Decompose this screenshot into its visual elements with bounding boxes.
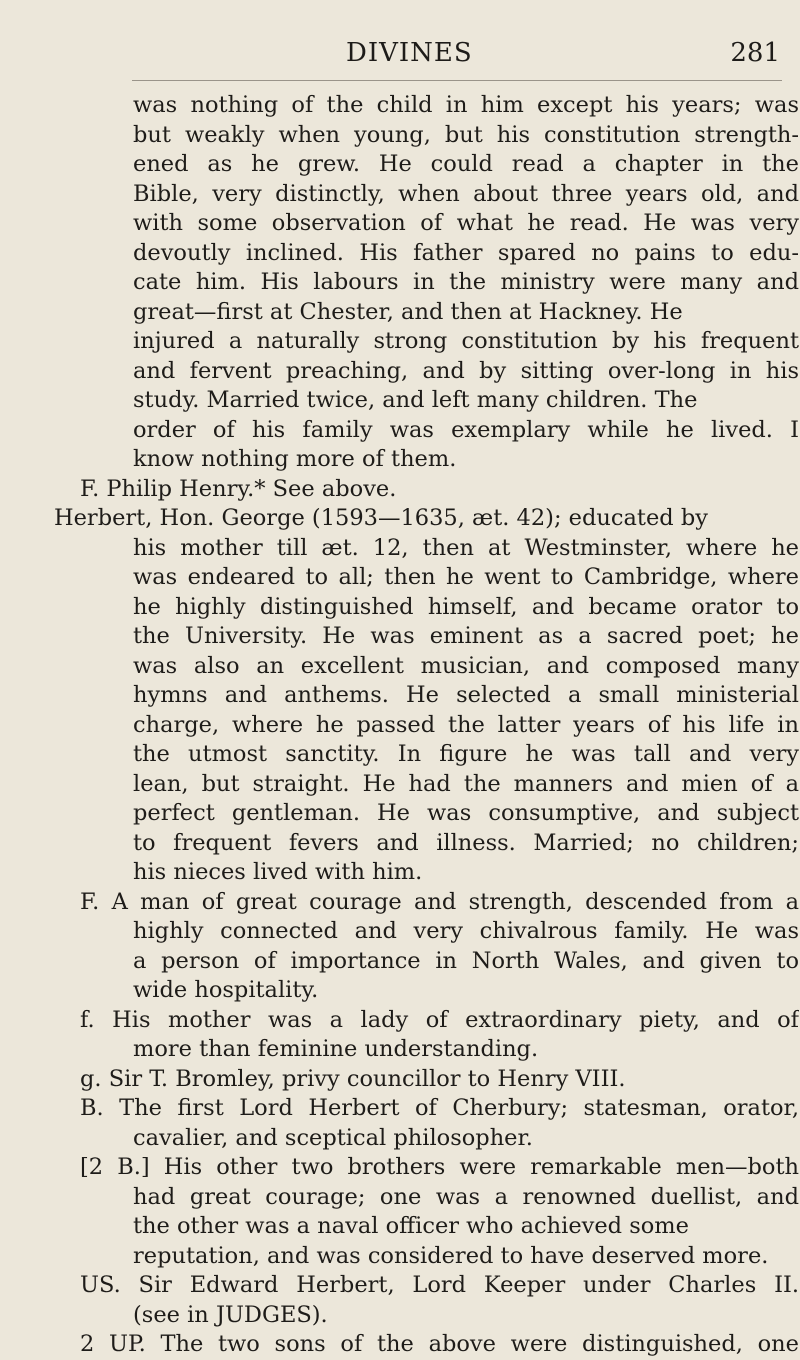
text-line: great—first at Chester, and then at Hackney. He xyxy=(133,298,683,325)
text-line: cate him. His labours in the ministry were many and xyxy=(133,269,799,295)
text-line: [2 B.] His other two brothers were remarkable men—both xyxy=(80,1154,799,1180)
text-line: perfect gentleman. He was consumptive, and subject xyxy=(133,800,799,826)
text-line: a person of importance in North Wales, and given to xyxy=(133,947,799,974)
page-header xyxy=(132,38,782,81)
text-line: his nieces lived with him. xyxy=(133,859,423,885)
text-line: more than feminine understanding. xyxy=(133,1036,539,1062)
text-line: charge, where he passed the latter years of his life in xyxy=(133,711,799,738)
page-number: 281 xyxy=(730,38,780,68)
text-line: f. His mother was a lady of extraordinary piety, and of xyxy=(80,1006,799,1033)
text-line: Bible, very distinctly, when about three years old, and xyxy=(133,180,799,207)
text-line: reputation, and was considered to have deserved more. xyxy=(133,1242,769,1269)
text-line: US. Sir Edward Herbert, Lord Keeper under Charles II. xyxy=(80,1272,799,1298)
text-line: study. Married twice, and left many children. The xyxy=(133,387,698,413)
text-line: had great courage; one was a renowned duellist, and xyxy=(133,1183,799,1210)
text-line: injured a naturally strong constitution by his frequent xyxy=(133,328,799,354)
text-line: (see in JUDGES). xyxy=(133,1301,328,1328)
text-line: the University. He was eminent as a sacred poet; he xyxy=(133,623,799,649)
text-line: B. The first Lord Herbert of Cherbury; statesman, orator, xyxy=(80,1095,799,1121)
text-line: F. A man of great courage and strength, descended from a xyxy=(80,888,799,915)
text-line: hymns and anthems. He selected a small ministerial xyxy=(133,682,799,708)
text-line: know nothing more of them. xyxy=(133,446,457,472)
text-line: his mother till æt. 12, then at Westminster, where he xyxy=(133,534,799,561)
text-line: and fervent preaching, and by sitting over-long in his xyxy=(133,357,799,384)
text-line: highly connected and very chivalrous family. He was xyxy=(133,918,799,944)
text-line: ened as he grew. He could read a chapter in the xyxy=(133,151,799,177)
text-line: the other was a naval officer who achieved some xyxy=(133,1213,689,1239)
text-line: order of his family was exemplary while he lived. I xyxy=(133,416,799,443)
running-title: DIVINES xyxy=(346,38,473,68)
text-line: F. Philip Henry.* See above. xyxy=(80,475,397,502)
text-line: he highly distinguished himself, and became orator to xyxy=(133,593,799,620)
body-text xyxy=(54,91,799,1360)
text-line: 2 UP. The two sons of the above were distinguished, one xyxy=(80,1331,799,1357)
text-line: to frequent fevers and illness. Married; no children; xyxy=(133,829,799,856)
text-line: was endeared to all; then he went to Cambridge, where xyxy=(133,564,799,590)
text-line: g. Sir T. Bromley, privy councillor to Henry VIII. xyxy=(80,1065,626,1092)
text-line: was also an excellent musician, and composed many xyxy=(133,652,799,679)
text-line: but weakly when young, but his constitution strength- xyxy=(133,121,799,148)
text-line: wide hospitality. xyxy=(133,977,319,1003)
text-line: lean, but straight. He had the manners and mien of a xyxy=(133,770,799,797)
text-line: devoutly inclined. His father spared no pains to edu- xyxy=(133,239,799,266)
text-line: was nothing of the child in him except his years; was xyxy=(133,92,799,118)
text-line: Herbert, Hon. George (1593—1635, æt. 42); educated by xyxy=(54,505,708,531)
text-line: cavalier, and sceptical philosopher. xyxy=(133,1124,533,1151)
text-line: the utmost sanctity. In figure he was tall and very xyxy=(133,741,799,767)
text-line: with some observation of what he read. He was very xyxy=(133,210,799,236)
